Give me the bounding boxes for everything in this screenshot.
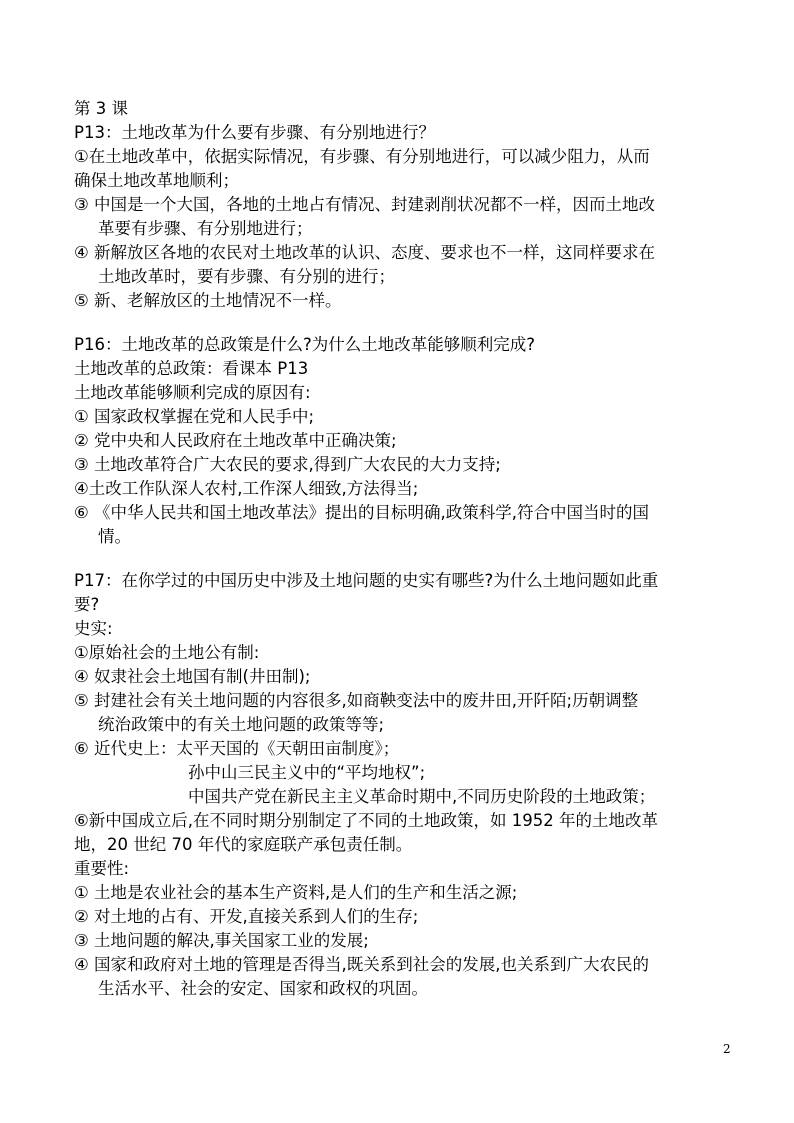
answer-line: ② 党中央和人民政府在土地改革中正确决策; — [74, 431, 397, 450]
section-gap — [74, 549, 736, 569]
answer-line: 土地改革时，要有步骤、有分别的进行； — [98, 267, 395, 286]
subsection-label-importance: 重要性: — [74, 859, 130, 878]
answer-line: ①在土地改革中，依据实际情况，有步骤、有分别地进行，可以减少阻力，从而 — [74, 147, 650, 166]
answer-line: ④ 新解放区各地的农民对土地改革的认识、态度、要求也不一样，这同样要求在 — [74, 243, 656, 262]
answer-line: 统治政策中的有关土地问题的政策等等; — [98, 715, 385, 734]
question-p13-heading: P13：土地改革为什么要有步骤、有分别地进行？ — [74, 123, 435, 142]
question-p17-heading-cont: 要? — [74, 595, 100, 614]
answer-line: 孙中山三民主义中的“平均地权”; — [188, 763, 426, 782]
answer-line: ⑤ 封建社会有关土地问题的内容很多,如商鞅变法中的废井田,开阡陌;历朝调整 — [74, 691, 639, 710]
answer-line: ③ 中国是一个大国，各地的土地占有情况、封建剥削状况都不一样，因而土地改 — [74, 195, 656, 214]
document-body — [74, 97, 736, 1001]
answer-line: ①原始社会的土地公有制: — [74, 643, 260, 662]
answer-line: 革要有步骤、有分别地进行； — [98, 219, 313, 238]
answer-line: ④土改工作队深人农村,工作深人细致,方法得当; — [74, 479, 419, 498]
answer-line: ② 对土地的占有、开发,直接关系到人们的生存; — [74, 907, 419, 926]
answer-line: 确保土地改革地顺利； — [74, 171, 239, 190]
lesson-title: 第 3 课 — [74, 99, 128, 118]
question-p17-heading: P17：在你学过的中国历史中涉及土地问题的史实有哪些?为什么土地问题如此重 — [74, 571, 659, 590]
answer-line: ③ 土地问题的解决,事关国家工业的发展; — [74, 931, 369, 950]
answer-line: 土地改革的总政策：看课本 P13 — [74, 359, 309, 378]
answer-line: ⑥新中国成立后,在不同时期分别制定了不同的土地政策，如 1952 年的土地改革 — [74, 811, 659, 830]
section-gap — [74, 313, 736, 333]
answer-line: 情。 — [98, 527, 131, 546]
question-p16-heading: P16：土地改革的总政策是什么?为什么土地改革能够顺利完成? — [74, 335, 535, 354]
answer-line: 生活水平、社会的安定、国家和政权的巩固。 — [98, 979, 428, 998]
answer-line: ④ 国家和政府对土地的管理是否得当,既关系到社会的发展,也关系到广大农民的 — [74, 955, 650, 974]
answer-line: ① 土地是农业社会的基本生产资料,是人们的生产和生活之源; — [74, 883, 518, 902]
answer-line: 中国共产党在新民主主义革命时期中,不同历史阶段的土地政策； — [188, 787, 656, 806]
answer-line: ① 国家政权掌握在党和人民手中; — [74, 407, 315, 426]
answer-line: ④ 奴隶社会土地国有制(井田制); — [74, 667, 311, 686]
subsection-label-facts: 史实: — [74, 619, 113, 638]
answer-line: ③ 土地改革符合广大农民的要求,得到广大农民的大力支持; — [74, 455, 501, 474]
answer-line: ⑤ 新、老解放区的土地情况不一样。 — [74, 291, 342, 310]
answer-line: ⑥ 近代史上：太平天国的《天朝田亩制度》； — [74, 739, 400, 758]
page-number: 2 — [723, 1042, 731, 1056]
answer-line: ⑥ 《中华人民共和国土地改革法》提出的目标明确,政策科学,符合中国当时的国 — [74, 503, 650, 522]
answer-line: 土地改革能够顺利完成的原因有: — [74, 383, 311, 402]
answer-line: 地，20 世纪 70 年代的家庭联产承包责任制。 — [74, 835, 413, 854]
